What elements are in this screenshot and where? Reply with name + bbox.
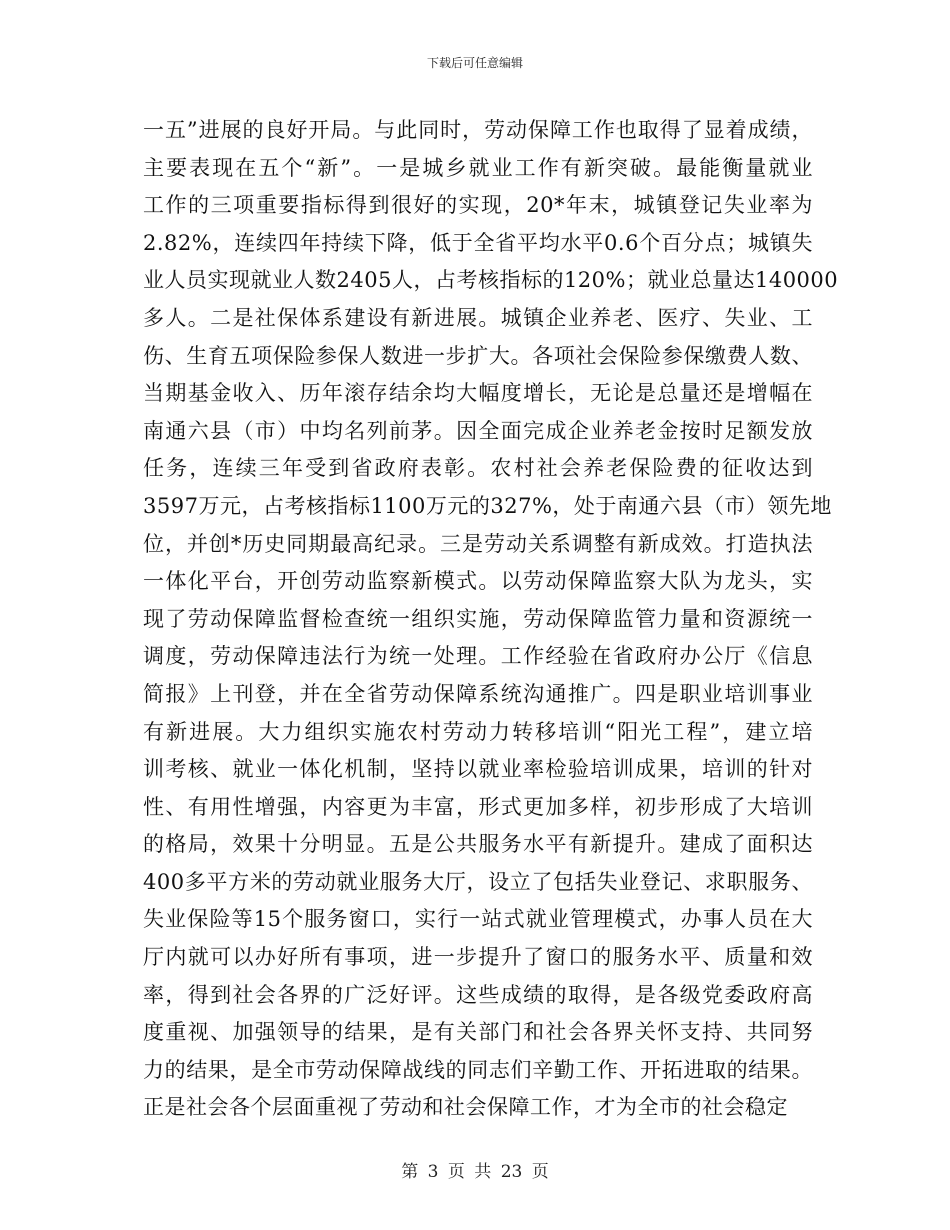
text-line: 训考核、就业一体化机制，坚持以就业率检验培训成果，培训的针对: [143, 757, 813, 782]
text-line: 任务，连续三年受到省政府表彰。农村社会养老保险费的征收达到: [143, 456, 813, 481]
text-line: 现了劳动保障监督检查统一组织实施，劳动保障监管力量和资源统一: [143, 606, 813, 631]
text-line: 的格局，效果十分明显。五是公共服务水平有新提升。建成了面积达: [143, 832, 813, 857]
page-footer: 第 3 页 共 23 页: [401, 1162, 549, 1182]
text-line: 失业保险等15个服务窗口，实行一站式就业管理模式，办事人员在大: [143, 907, 813, 932]
text-line: 多人。二是社保体系建设有新进展。城镇企业养老、医疗、失业、工: [143, 305, 813, 330]
text-line: 厅内就可以办好所有事项，进一步提升了窗口的服务水平、质量和效: [143, 945, 813, 970]
text-line: 400多平方米的劳动就业服务大厅，设立了包括失业登记、求职服务、: [143, 869, 813, 894]
text-line: 率，得到社会各界的广泛好评。这些成绩的取得，是各级党委政府高: [143, 982, 813, 1007]
text-line: 伤、生育五项保险参保人数进一步扩大。各项社会保险参保缴费人数、: [143, 343, 813, 368]
text-line: 简报》上刊登，并在全省劳动保障系统沟通推广。四是职业培训事业: [143, 681, 813, 706]
text-line: 3597万元，占考核指标1100万元的327%，处于南通六县（市）领先地: [143, 493, 832, 518]
text-line: 当期基金收入、历年滚存结余均大幅度增长，无论是总量还是增幅在: [143, 381, 813, 406]
page-header: 下载后可任意编辑: [426, 56, 523, 70]
text-line: 2.82%，连续四年持续下降，低于全省平均水平0.6个百分点；城镇失: [143, 230, 813, 255]
text-line: 主要表现在五个“新”。一是城乡就业工作有新突破。最能衡量就业: [143, 155, 813, 180]
text-line: 一体化平台，开创劳动监察新模式。以劳动保障监察大队为龙头，实: [143, 569, 813, 594]
document-body: [143, 112, 839, 1127]
text-line: 工作的三项重要指标得到很好的实现，20*年末，城镇登记失业率为: [143, 193, 813, 218]
text-line: 位，并创*历史同期最高纪录。三是劳动关系调整有新成效。打造执法: [143, 531, 813, 556]
text-line: 力的结果，是全市劳动保障战线的同志们辛勤工作、开拓进取的结果。: [143, 1057, 813, 1082]
text-line: 正是社会各个层面重视了劳动和社会保障工作，才为全市的社会稳定: [143, 1095, 788, 1120]
text-line: 南通六县（市）中均名列前茅。因全面完成企业养老金按时足额发放: [143, 418, 813, 443]
text-line: 调度，劳动保障违法行为统一处理。工作经验在省政府办公厅《信息: [143, 644, 813, 669]
text-line: 一五”进展的良好开局。与此同时，劳动保障工作也取得了显着成绩，: [143, 118, 813, 142]
text-line: 性、有用性增强，内容更为丰富，形式更加多样，初步形成了大培训: [143, 794, 813, 819]
text-line: 业人员实现就业人数2405人，占考核指标的120%；就业总量达140000: [143, 268, 839, 293]
text-line: 有新进展。大力组织实施农村劳动力转移培训“阳光工程”，建立培: [143, 719, 813, 744]
text-line: 度重视、加强领导的结果，是有关部门和社会各界关怀支持、共同努: [143, 1020, 813, 1045]
